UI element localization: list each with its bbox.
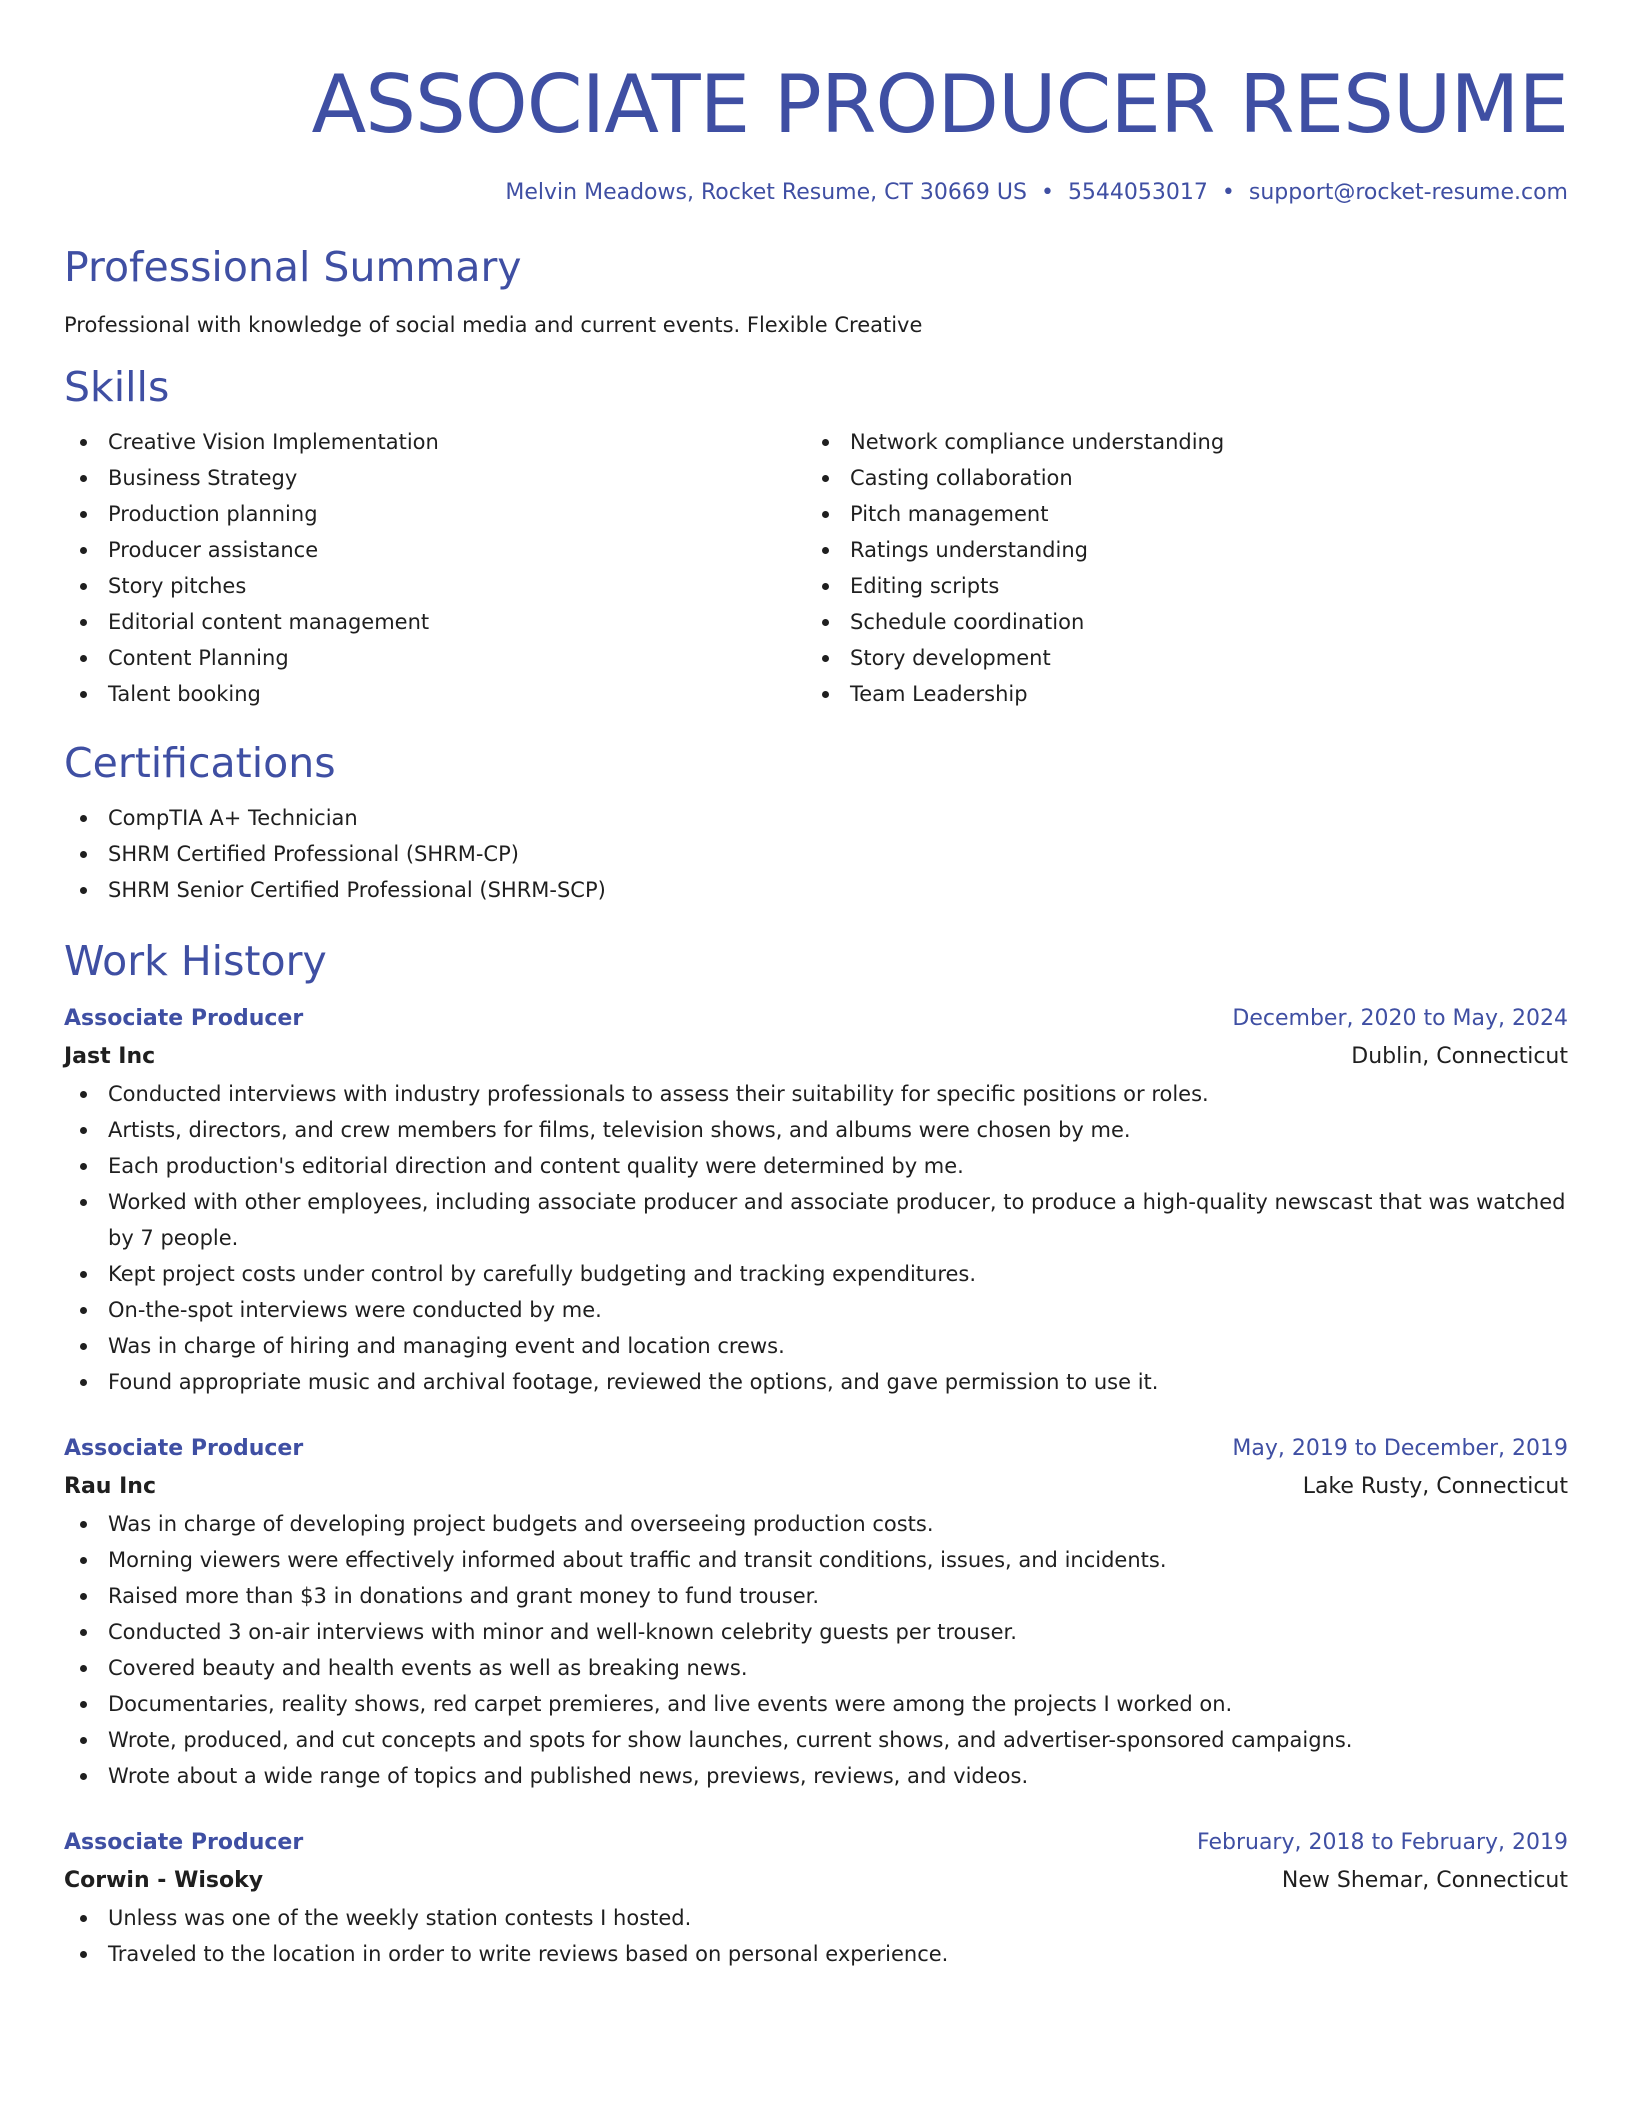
- job-location: Dublin, Connecticut: [1351, 1044, 1568, 1069]
- job-bullet: Traveled to the location in order to write reviews based on personal experience.: [64, 1936, 1568, 1972]
- job-bullet: Raised more than $3 in donations and grant money to fund trouser.: [64, 1578, 1568, 1614]
- skills-list-left: [64, 424, 806, 712]
- job-company-row: [64, 1468, 1568, 1506]
- resume-title: ASSOCIATE PRODUCER RESUME: [311, 58, 1568, 151]
- certifications-list: [64, 800, 1568, 908]
- skills-list-right: [806, 424, 1548, 712]
- job-title: Associate Producer: [64, 1830, 304, 1855]
- job-bullet: Wrote about a wide range of topics and published news, previews, reviews, and videos.: [64, 1758, 1568, 1794]
- skill-item: Producer assistance: [64, 532, 806, 568]
- job-bullet: Each production's editorial direction and content quality were determined by me.: [64, 1148, 1568, 1184]
- certification-item: CompTIA A+ Technician: [64, 800, 1568, 836]
- contact-email: support@rocket-resume.com: [1248, 180, 1568, 205]
- skills-heading: Skills: [64, 363, 170, 411]
- skill-item: Creative Vision Implementation: [64, 424, 806, 460]
- certifications-heading: Certifications: [64, 739, 336, 787]
- job-bullet: Covered beauty and health events as well as breaking news.: [64, 1650, 1568, 1686]
- job-location: New Shemar, Connecticut: [1281, 1868, 1568, 1893]
- skill-item: Network compliance understanding: [806, 424, 1548, 460]
- job-bullet: Conducted 3 on-air interviews with minor and well-known celebrity guests per trouser.: [64, 1614, 1568, 1650]
- job-entry: [64, 1430, 1568, 1794]
- job-bullet: Wrote, produced, and cut concepts and spots for show launches, current shows, and advertiser-sponsored campaigns.: [64, 1722, 1568, 1758]
- contact-separator: •: [1040, 180, 1054, 205]
- contact-address: Melvin Meadows, Rocket Resume, CT 30669 US: [505, 180, 1027, 205]
- skill-item: Content Planning: [64, 640, 806, 676]
- work-history-heading: Work History: [64, 937, 327, 985]
- job-company: Corwin - Wisoky: [64, 1868, 264, 1893]
- job-bullet: Kept project costs under control by carefully budgeting and tracking expenditures.: [64, 1256, 1568, 1292]
- job-dates: May, 2019 to December, 2019: [1232, 1436, 1568, 1461]
- job-bullet: Conducted interviews with industry professionals to assess their suitability for specific positions or roles.: [64, 1076, 1568, 1112]
- job-bullet: Worked with other employees, including associate producer and associate producer, to produce a high-quality newscast that was watched by 7 people.: [64, 1184, 1568, 1256]
- contact-line: [64, 178, 1568, 208]
- contact-phone: 5544053017: [1067, 180, 1208, 205]
- skills-grid: [64, 424, 1568, 712]
- skill-item: Pitch management: [806, 496, 1548, 532]
- job-location: Lake Rusty, Connecticut: [1302, 1474, 1568, 1499]
- job-bullets: [64, 1076, 1568, 1400]
- job-bullet: Artists, directors, and crew members for films, television shows, and albums were chosen by me.: [64, 1112, 1568, 1148]
- skill-item: Production planning: [64, 496, 806, 532]
- skill-item: Business Strategy: [64, 460, 806, 496]
- skill-item: Team Leadership: [806, 676, 1548, 712]
- job-bullets: [64, 1900, 1568, 1972]
- job-entry: [64, 1000, 1568, 1400]
- job-bullet: Was in charge of developing project budgets and overseeing production costs.: [64, 1506, 1568, 1542]
- job-bullet: Unless was one of the weekly station contests I hosted.: [64, 1900, 1568, 1936]
- skill-item: Talent booking: [64, 676, 806, 712]
- job-bullet: Found appropriate music and archival footage, reviewed the options, and gave permission to use it.: [64, 1364, 1568, 1400]
- skill-item: Ratings understanding: [806, 532, 1548, 568]
- skill-item: Story pitches: [64, 568, 806, 604]
- certification-item: SHRM Certified Professional (SHRM-CP): [64, 836, 1568, 872]
- skill-item: Story development: [806, 640, 1548, 676]
- job-header-row: [64, 1430, 1568, 1468]
- job-company-row: [64, 1862, 1568, 1900]
- job-header-row: [64, 1000, 1568, 1038]
- job-bullets: [64, 1506, 1568, 1794]
- skill-item: Casting collaboration: [806, 460, 1548, 496]
- job-bullet: Documentaries, reality shows, red carpet premieres, and live events were among the projects I worked on.: [64, 1686, 1568, 1722]
- job-title: Associate Producer: [64, 1436, 304, 1461]
- summary-heading: Professional Summary: [64, 243, 522, 291]
- job-header-row: [64, 1824, 1568, 1862]
- job-bullet: Morning viewers were effectively informed about traffic and transit conditions, issues, and incidents.: [64, 1542, 1568, 1578]
- job-dates: February, 2018 to February, 2019: [1197, 1830, 1568, 1855]
- job-dates: December, 2020 to May, 2024: [1232, 1006, 1568, 1031]
- skill-item: Editing scripts: [806, 568, 1548, 604]
- job-entry: [64, 1824, 1568, 1972]
- job-company: Jast Inc: [64, 1044, 156, 1069]
- job-company-row: [64, 1038, 1568, 1076]
- resume-page: [64, 0, 1568, 1972]
- job-company: Rau Inc: [64, 1474, 156, 1499]
- skill-item: Schedule coordination: [806, 604, 1548, 640]
- certification-item: SHRM Senior Certified Professional (SHRM-SCP): [64, 872, 1568, 908]
- job-bullet: Was in charge of hiring and managing event and location crews.: [64, 1328, 1568, 1364]
- skill-item: Editorial content management: [64, 604, 806, 640]
- contact-separator: •: [1221, 180, 1235, 205]
- job-title: Associate Producer: [64, 1006, 304, 1031]
- summary-text: Professional with knowledge of social media and current events. Flexible Creative: [64, 313, 923, 337]
- job-bullet: On-the-spot interviews were conducted by me.: [64, 1292, 1568, 1328]
